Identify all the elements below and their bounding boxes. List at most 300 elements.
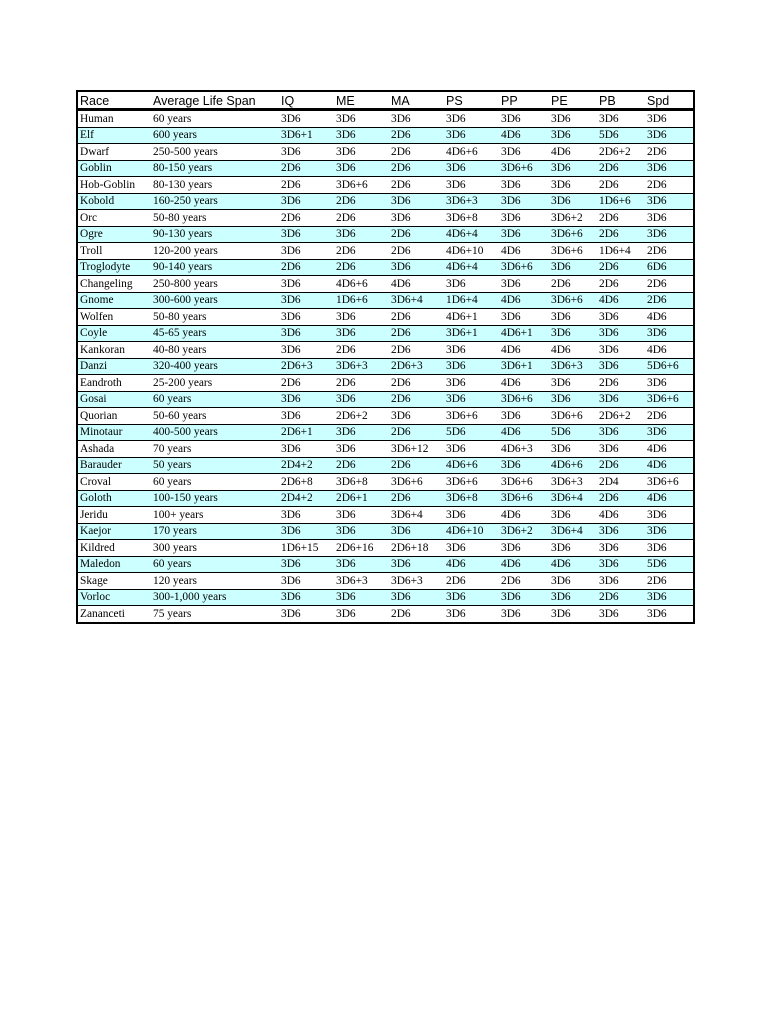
cell-pe: 3D6+6 [549,408,597,425]
cell-life-span: 300 years [151,540,279,557]
cell-pb: 1D6+4 [597,243,645,260]
cell-pb: 3D6 [597,441,645,458]
cell-me: 3D6 [334,144,389,161]
cell-pe: 3D6 [549,540,597,557]
cell-me: 3D6 [334,110,389,128]
cell-iq: 3D6 [279,193,334,210]
cell-spd: 5D6+6 [645,358,694,375]
cell-ma: 2D6 [389,391,444,408]
cell-ps: 4D6+4 [444,259,499,276]
cell-pe: 3D6+6 [549,226,597,243]
cell-pb: 3D6 [597,523,645,540]
cell-pp: 3D6+6 [499,490,549,507]
cell-race: Minotaur [77,424,151,441]
cell-ma: 2D6+18 [389,540,444,557]
cell-pb: 3D6 [597,342,645,359]
cell-race: Gnome [77,292,151,309]
cell-life-span: 60 years [151,391,279,408]
cell-life-span: 40-80 years [151,342,279,359]
cell-life-span: 70 years [151,441,279,458]
table-row [77,342,694,359]
cell-pb: 3D6 [597,309,645,326]
cell-race: Goloth [77,490,151,507]
cell-spd: 4D6 [645,309,694,326]
cell-pe: 3D6 [549,193,597,210]
cell-ma: 3D6 [389,589,444,606]
cell-iq: 2D6 [279,375,334,392]
cell-ps: 3D6 [444,540,499,557]
cell-me: 2D6 [334,243,389,260]
table-row [77,259,694,276]
cell-life-span: 60 years [151,556,279,573]
cell-life-span: 60 years [151,110,279,128]
cell-race: Elf [77,127,151,144]
column-header-pe: PE [549,91,597,110]
cell-iq: 3D6 [279,243,334,260]
cell-pp: 4D6+3 [499,441,549,458]
cell-pp: 3D6+6 [499,259,549,276]
cell-spd: 2D6 [645,276,694,293]
table-row [77,358,694,375]
cell-ps: 3D6+1 [444,325,499,342]
cell-me: 2D6 [334,259,389,276]
cell-me: 2D6 [334,210,389,227]
table-row [77,573,694,590]
cell-iq: 3D6 [279,325,334,342]
race-stats-sheet [76,90,693,624]
cell-race: Ogre [77,226,151,243]
cell-ma: 3D6 [389,408,444,425]
column-header-ps: PS [444,91,499,110]
column-header-race: Race [77,91,151,110]
cell-spd: 3D6 [645,540,694,557]
cell-pb: 2D6+2 [597,144,645,161]
cell-ma: 3D6 [389,210,444,227]
cell-pb: 2D6 [597,276,645,293]
table-row [77,144,694,161]
table-row [77,457,694,474]
cell-spd: 2D6 [645,292,694,309]
cell-ps: 4D6+10 [444,523,499,540]
cell-pp: 3D6+2 [499,523,549,540]
cell-pe: 3D6+3 [549,358,597,375]
cell-pp: 3D6 [499,226,549,243]
cell-life-span: 300-600 years [151,292,279,309]
cell-pp: 3D6+6 [499,391,549,408]
cell-me: 2D6 [334,375,389,392]
cell-me: 2D6+16 [334,540,389,557]
cell-pb: 2D6 [597,490,645,507]
cell-life-span: 60 years [151,474,279,491]
cell-life-span: 100-150 years [151,490,279,507]
table-row [77,540,694,557]
cell-life-span: 100+ years [151,507,279,524]
cell-pp: 3D6 [499,177,549,194]
cell-ma: 3D6 [389,259,444,276]
cell-ma: 2D6 [389,325,444,342]
cell-pp: 4D6 [499,556,549,573]
cell-iq: 2D4+2 [279,490,334,507]
cell-spd: 6D6 [645,259,694,276]
cell-me: 3D6 [334,226,389,243]
cell-race: Skage [77,573,151,590]
cell-spd: 4D6 [645,457,694,474]
cell-spd: 2D6 [645,408,694,425]
cell-pb: 2D6 [597,457,645,474]
column-header-pp: PP [499,91,549,110]
cell-ps: 3D6 [444,358,499,375]
cell-pe: 3D6+6 [549,243,597,260]
cell-me: 1D6+6 [334,292,389,309]
cell-spd: 3D6 [645,160,694,177]
table-row [77,325,694,342]
cell-pp: 3D6 [499,589,549,606]
cell-race: Kaejor [77,523,151,540]
cell-me: 3D6 [334,424,389,441]
cell-race: Changeling [77,276,151,293]
cell-spd: 3D6+6 [645,474,694,491]
table-row [77,408,694,425]
cell-ma: 2D6 [389,226,444,243]
cell-spd: 3D6 [647,607,667,620]
table-row [77,490,694,507]
cell-life-span: 80-130 years [151,177,279,194]
cell-race: Kildred [77,540,151,557]
cell-ps: 3D6 [444,391,499,408]
cell-pp: 4D6 [499,292,549,309]
cell-iq: 3D6 [281,607,301,620]
cell-pp: 3D6 [499,309,549,326]
cell-ma: 2D6+3 [389,358,444,375]
cell-pe: 3D6+4 [549,490,597,507]
cell-iq: 2D6+1 [279,424,334,441]
table-row [77,507,694,524]
cell-pp: 3D6 [499,110,549,128]
cell-pp: 3D6 [499,408,549,425]
cell-me: 3D6 [334,325,389,342]
cell-pe: 3D6+4 [549,523,597,540]
cell-ps: 3D6 [444,375,499,392]
cell-me: 3D6+8 [334,474,389,491]
cell-ps: 4D6+10 [444,243,499,260]
cell-ma: 2D6 [389,127,444,144]
cell-life-span: 160-250 years [151,193,279,210]
cell-spd: 2D6 [645,573,694,590]
cell-ps: 2D6 [444,573,499,590]
cell-pp: 4D6 [499,127,549,144]
cell-pb: 2D4 [597,474,645,491]
table-row [77,523,694,540]
column-header-ma: MA [389,91,444,110]
cell-spd: 3D6 [645,110,694,128]
cell-life-span: 120-200 years [151,243,279,260]
cell-pb: 2D6 [597,160,645,177]
cell-ps: 4D6+1 [444,309,499,326]
cell-life-span: 80-150 years [151,160,279,177]
cell-iq: 3D6 [279,391,334,408]
cell-ps: 1D6+4 [444,292,499,309]
cell-pb: 2D6+2 [597,408,645,425]
cell-life-span: 250-500 years [151,144,279,161]
cell-pe: 3D6 [551,607,571,620]
cell-me: 2D6 [334,457,389,474]
table-row [77,441,694,458]
cell-ps: 3D6 [444,441,499,458]
cell-ps: 3D6+3 [444,193,499,210]
cell-ps: 4D6+6 [444,457,499,474]
cell-iq: 3D6+1 [279,127,334,144]
cell-me: 2D6+1 [334,490,389,507]
cell-pe: 2D6 [549,276,597,293]
cell-life-span: 170 years [151,523,279,540]
cell-race: Orc [77,210,151,227]
cell-ps: 3D6+6 [444,408,499,425]
table-row [77,375,694,392]
column-header-spd: Spd [645,91,694,110]
cell-spd: 3D6 [645,523,694,540]
cell-pb: 2D6 [597,210,645,227]
cell-pe: 3D6 [549,177,597,194]
cell-race: Troll [77,243,151,260]
cell-race: Human [77,110,151,128]
cell-pb: 3D6 [597,325,645,342]
cell-spd: 3D6+6 [645,391,694,408]
cell-spd: 3D6 [645,589,694,606]
cell-me: 3D6 [334,160,389,177]
cell-pp: 3D6 [499,210,549,227]
cell-life-span: 320-400 years [151,358,279,375]
table-row [77,474,694,491]
cell-iq: 3D6 [279,573,334,590]
cell-iq: 3D6 [279,507,334,524]
cell-pb: 2D6 [597,259,645,276]
cell-pb: 4D6 [597,507,645,524]
cell-ps: 3D6 [446,607,466,620]
cell-ma: 3D6+12 [389,441,444,458]
cell-iq: 3D6 [279,226,334,243]
cell-pp: 3D6 [499,276,549,293]
cell-ma: 3D6+6 [389,474,444,491]
cell-ps: 3D6+8 [444,490,499,507]
cell-pb: 3D6 [597,424,645,441]
cell-spd: 4D6 [645,490,694,507]
cell-me: 3D6 [334,556,389,573]
cell-life-span: 90-140 years [151,259,279,276]
cell-ps: 3D6+8 [444,210,499,227]
cell-race: Eandroth [77,375,151,392]
cell-me: 2D6 [334,193,389,210]
cell-pe: 5D6 [549,424,597,441]
cell-pb: 3D6 [597,110,645,128]
cell-pb: 2D6 [597,375,645,392]
cell-ps: 3D6+6 [444,474,499,491]
cell-me: 3D6 [334,507,389,524]
cell-life-span: 50-80 years [151,210,279,227]
cell-iq: 3D6 [279,292,334,309]
cell-pb: 4D6 [597,292,645,309]
cell-pe: 3D6 [549,507,597,524]
cell-ma: 3D6 [389,193,444,210]
cell-pe: 3D6 [549,259,597,276]
column-header-life-span: Average Life Span [151,91,279,110]
cell-pp: 3D6 [499,144,549,161]
cell-ma: 2D6 [391,607,411,620]
cell-ma: 2D6 [389,424,444,441]
table-row [77,556,694,573]
cell-ma: 4D6 [389,276,444,293]
cell-spd: 3D6 [645,226,694,243]
cell-life-span: 400-500 years [151,424,279,441]
cell-pe: 3D6 [549,309,597,326]
cell-race: Kankoran [77,342,151,359]
cell-me: 2D6 [334,342,389,359]
cell-pp: 2D6 [499,573,549,590]
cell-life-span: 250-800 years [151,276,279,293]
cell-pp: 3D6+1 [499,358,549,375]
cell-pe: 4D6 [549,144,597,161]
cell-ps: 3D6 [444,177,499,194]
cell-ps: 4D6 [444,556,499,573]
cell-pe: 3D6 [549,375,597,392]
cell-spd: 2D6 [645,144,694,161]
cell-spd: 3D6 [645,193,694,210]
cell-iq: 2D6 [279,177,334,194]
cell-life-span: 25-200 years [151,375,279,392]
cell-race: Hob-Goblin [77,177,151,194]
cell-ps: 4D6+6 [444,144,499,161]
cell-ma: 3D6+4 [389,292,444,309]
cell-pb: 2D6 [597,177,645,194]
cell-race: Wolfen [77,309,151,326]
column-header-iq: IQ [279,91,334,110]
cell-me: 3D6 [336,607,356,620]
cell-life-span: 45-65 years [151,325,279,342]
cell-life-span: 600 years [151,127,279,144]
cell-iq: 3D6 [279,441,334,458]
cell-iq: 2D4+2 [279,457,334,474]
cell-pe: 3D6 [549,441,597,458]
cell-life-span: 75 years [153,607,192,620]
cell-ma: 3D6 [389,110,444,128]
cell-me: 3D6 [334,441,389,458]
table-row [77,127,694,144]
cell-race: Dwarf [77,144,151,161]
header-row [77,91,694,110]
cell-spd: 3D6 [645,127,694,144]
cell-pb: 3D6 [599,607,619,620]
cell-me: 2D6+2 [334,408,389,425]
cell-iq: 2D6 [279,259,334,276]
cell-ps: 3D6 [444,110,499,128]
cell-iq: 2D6 [279,160,334,177]
cell-iq: 2D6+8 [279,474,334,491]
cell-spd: 4D6 [645,441,694,458]
cell-ma: 2D6 [389,375,444,392]
cell-ps: 3D6 [444,342,499,359]
cell-race: Quorian [77,408,151,425]
cell-iq: 2D6 [279,210,334,227]
cell-ma: 3D6+3 [389,573,444,590]
cell-pp: 3D6+6 [499,474,549,491]
cell-ma: 2D6 [389,457,444,474]
cell-life-span: 50-80 years [151,309,279,326]
table-row [77,606,694,623]
cell-me: 3D6+3 [334,573,389,590]
cell-me: 3D6 [334,523,389,540]
cell-ma: 2D6 [389,490,444,507]
cell-pe: 3D6 [549,573,597,590]
cell-spd: 3D6 [645,507,694,524]
cell-race: Kobold [77,193,151,210]
cell-pp: 3D6 [499,193,549,210]
cell-iq: 3D6 [279,408,334,425]
cell-pe: 3D6 [549,589,597,606]
cell-pp: 3D6 [499,457,549,474]
cell-me: 3D6 [334,589,389,606]
cell-pe: 4D6 [549,556,597,573]
cell-pb: 3D6 [597,556,645,573]
cell-pe: 3D6 [549,110,597,128]
table-row [77,226,694,243]
table-row [77,276,694,293]
cell-me: 3D6 [334,391,389,408]
cell-me: 3D6+3 [334,358,389,375]
cell-pb: 2D6 [597,589,645,606]
cell-iq: 1D6+15 [279,540,334,557]
table-row [77,193,694,210]
cell-iq: 2D6+3 [279,358,334,375]
cell-iq: 3D6 [279,110,334,128]
cell-pb: 3D6 [597,391,645,408]
cell-pb: 1D6+6 [597,193,645,210]
cell-ma: 2D6 [389,177,444,194]
cell-iq: 3D6 [279,523,334,540]
table-row [77,424,694,441]
cell-iq: 3D6 [279,276,334,293]
cell-pe: 4D6 [549,342,597,359]
cell-ps: 3D6 [444,589,499,606]
cell-race: Coyle [77,325,151,342]
cell-pe: 3D6 [549,127,597,144]
cell-life-span: 90-130 years [151,226,279,243]
table-row [77,177,694,194]
cell-ma: 3D6 [389,556,444,573]
cell-pp: 3D6+6 [499,160,549,177]
table-row [77,391,694,408]
cell-race: Danzi [77,358,151,375]
cell-pe: 3D6 [549,325,597,342]
cell-iq: 3D6 [279,144,334,161]
cell-race: Jeridu [77,507,151,524]
cell-race: Troglodyte [77,259,151,276]
cell-life-span: 300-1,000 years [151,589,279,606]
cell-pp: 4D6 [499,243,549,260]
cell-spd: 4D6 [645,342,694,359]
cell-pb: 3D6 [597,573,645,590]
cell-spd: 3D6 [645,424,694,441]
table-row [77,110,694,128]
cell-pp: 3D6 [499,540,549,557]
cell-me: 4D6+6 [334,276,389,293]
cell-pe: 4D6+6 [549,457,597,474]
table-row [77,292,694,309]
cell-race: Vorloc [77,589,151,606]
cell-pe: 3D6 [549,160,597,177]
cell-ma: 2D6 [389,243,444,260]
cell-pp: 4D6 [499,375,549,392]
cell-iq: 3D6 [279,589,334,606]
cell-race: Goblin [77,160,151,177]
